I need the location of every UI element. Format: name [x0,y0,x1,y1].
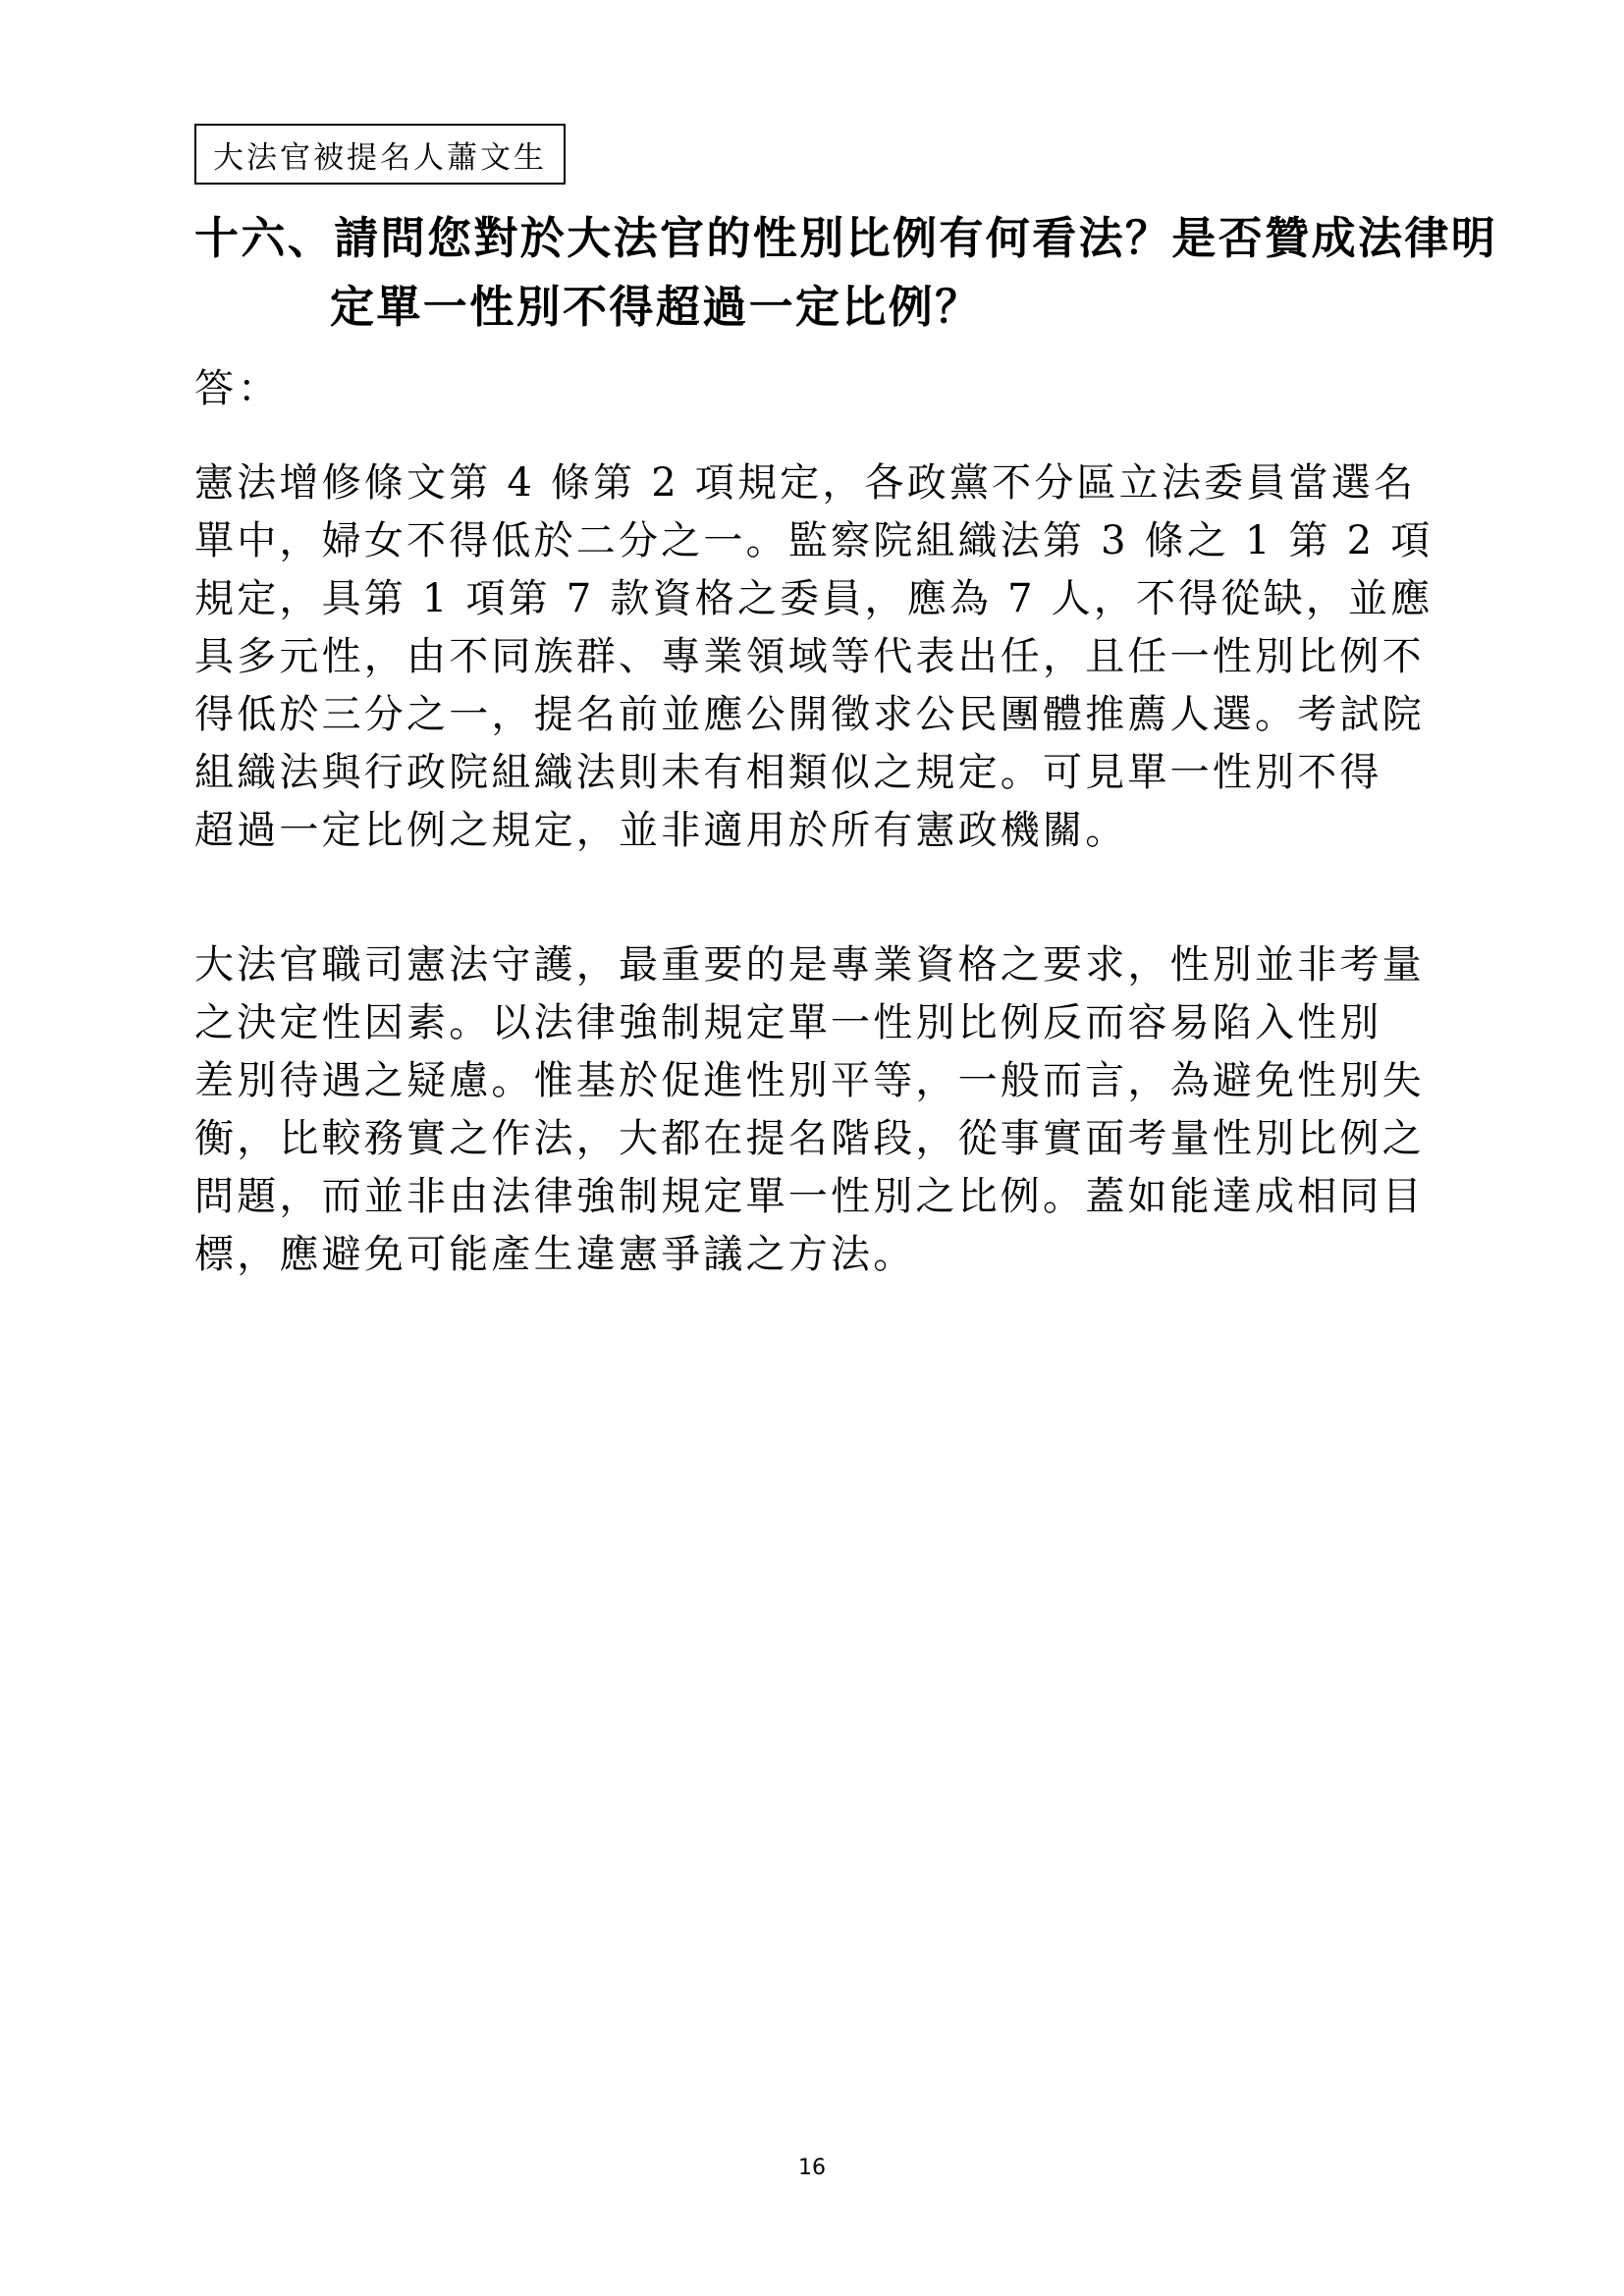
paragraph-line: 規定，具第 1 項第 7 款資格之委員，應為 7 人，不得從缺，並應 [194,576,1434,621]
answer-label: 答： [194,366,281,411]
paragraph-line: 標，應避免可能產生違憲爭議之方法。 [194,1232,916,1277]
paragraph-line: 衡，比較務實之作法，大都在提名階段，從事實面考量性別比例之 [194,1116,1425,1161]
paragraph-line: 問題，而並非由法律強制規定單一性別之比例。蓋如能達成相同目 [194,1174,1425,1219]
paragraph-line: 憲法增修條文第 4 條第 2 項規定，各政黨不分區立法委員當選名 [194,460,1417,506]
paragraph-line: 差別待遇之疑慮。惟基於促進性別平等，一般而言，為避免性別失 [194,1058,1425,1103]
question-heading [194,204,1498,342]
paragraph-line: 具多元性，由不同族群、專業領域等代表出任，且任一性別比例不 [194,634,1425,679]
paragraph-line: 得低於三分之一，提名前並應公開徵求公民團體推薦人選。考試院 [194,692,1425,737]
paragraph-line: 超過一定比例之規定，並非適用於所有憲政機關。 [194,808,1128,853]
nominee-label-box [194,124,566,185]
answer-paragraph-1 [194,454,1441,860]
paragraph-line: 組織法與行政院組織法則未有相類似之規定。可見單一性別不得 [194,750,1382,795]
paragraph-line: 大法官職司憲法守護，最重要的是專業資格之要求，性別並非考量 [194,942,1425,988]
nominee-label: 大法官被提名人蕭文生 [213,139,547,176]
answer-paragraph-2 [194,936,1441,1284]
paragraph-line: 單中，婦女不得低於二分之一。監察院組織法第 3 條之 1 第 2 項 [194,518,1434,563]
paragraph-line: 之決定性因素。以法律強制規定單一性別比例反而容易陷入性別 [194,1000,1382,1045]
question-line-2: 定單一性別不得超過一定比例？ [330,281,982,333]
question-line-1: 十六、請問您對於大法官的性別比例有何看法？是否贊成法律明 [194,212,1498,264]
page-number: 16 [798,2156,826,2180]
